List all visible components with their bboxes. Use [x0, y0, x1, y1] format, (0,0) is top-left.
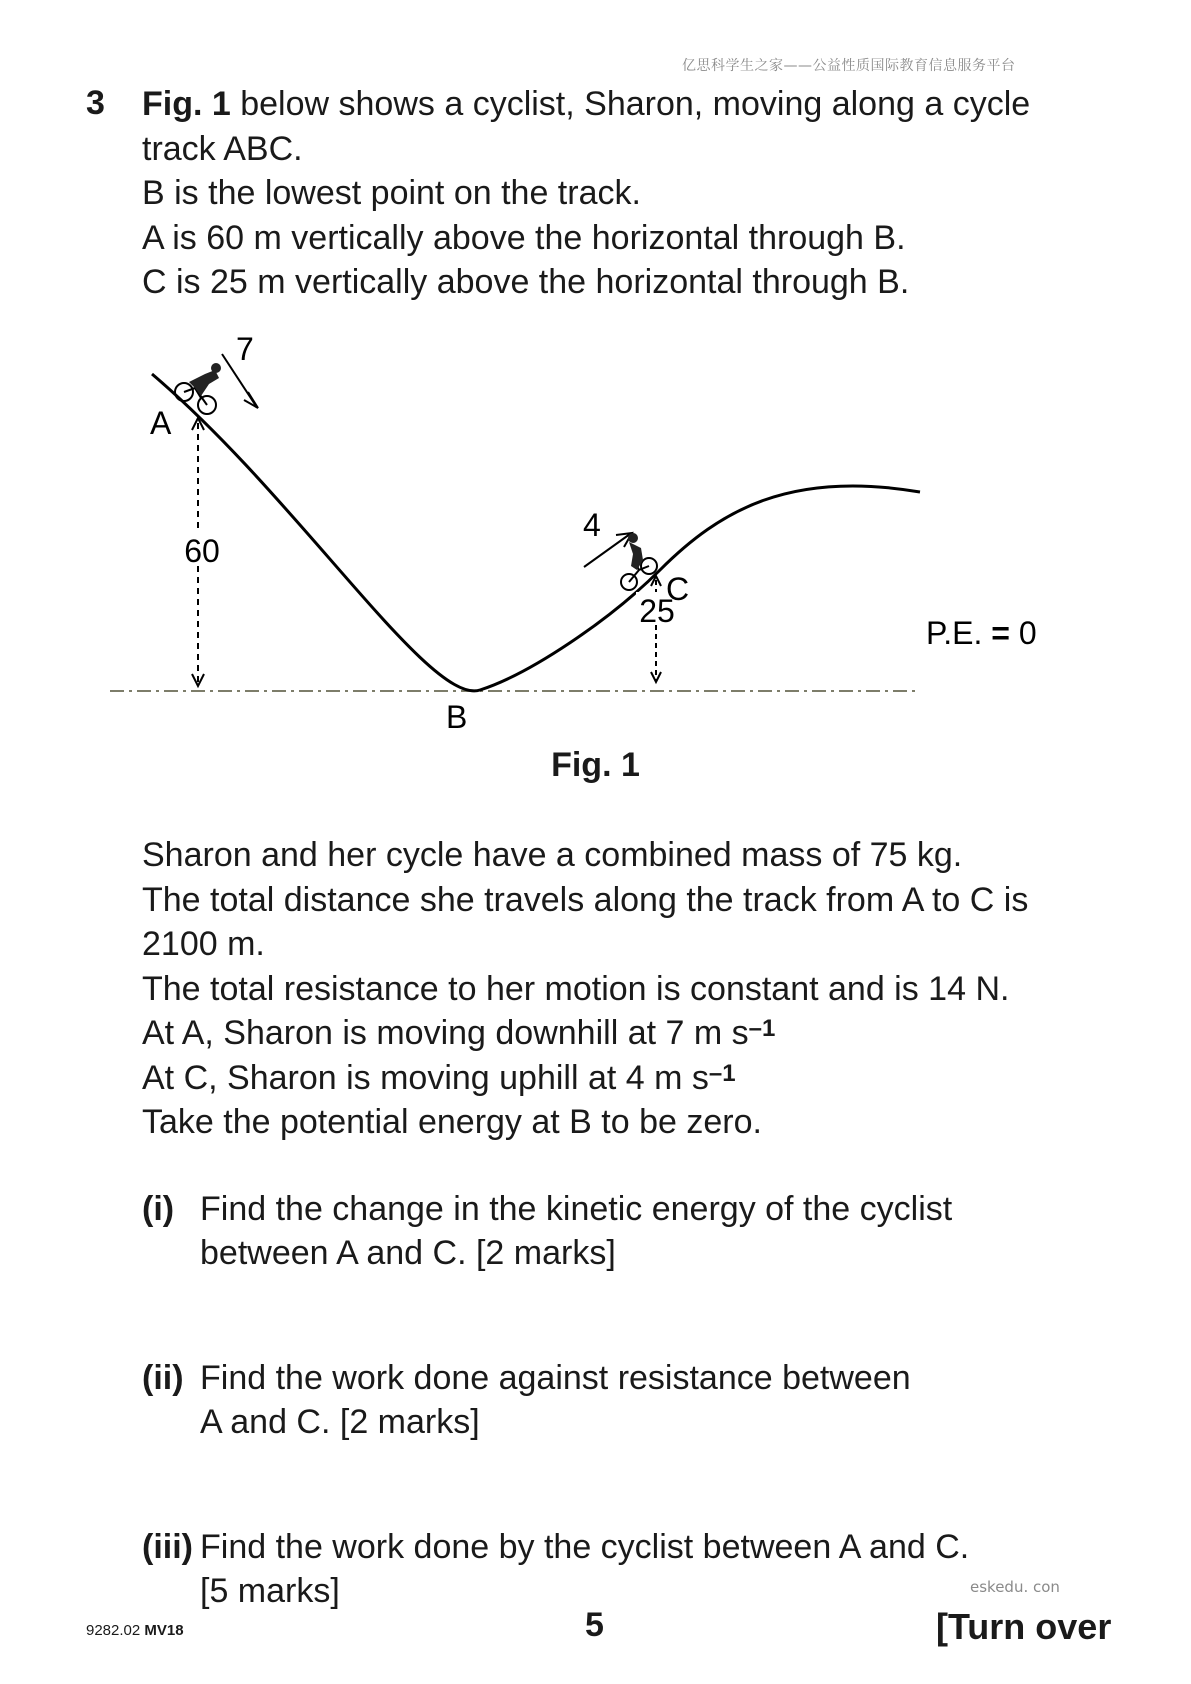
- paper-code: [86, 1622, 184, 1639]
- part-ii-line-1: Find the work done against resistance between: [200, 1359, 911, 1397]
- footer-watermark: eskedu. con: [970, 1578, 1060, 1596]
- part-label-ii: (ii): [142, 1359, 184, 1397]
- part-text-ii: [200, 1356, 911, 1444]
- part-i-line-2: between A and C. [2 marks]: [200, 1234, 616, 1272]
- point-label-a: A: [150, 405, 172, 441]
- pe-zero-label-eq: =: [991, 615, 1010, 651]
- figure-reference: Fig. 1: [142, 85, 231, 123]
- speed-label-a: 7: [236, 331, 254, 367]
- info-line-3: 2100 m.: [142, 925, 265, 963]
- given-information: [142, 833, 1122, 1145]
- page-number: 5: [585, 1606, 604, 1644]
- part-i-line-1: Find the change in the kinetic energy of the cyclist: [200, 1190, 953, 1228]
- pe-zero-label-part2: 0: [1009, 615, 1037, 651]
- pe-zero-label-part1: P.E.: [926, 615, 992, 651]
- info-line-2: The total distance she travels along the track from A to C is: [142, 880, 1029, 919]
- info-line-1: Sharon and her cycle have a combined mass of 75 kg.: [142, 836, 963, 874]
- stem-line-3: B is the lowest point on the track.: [142, 174, 641, 212]
- track-curve: [152, 374, 920, 691]
- header-watermark: 亿思科学生之家——公益性质国际教育信息服务平台: [682, 58, 1016, 74]
- info-line-6: [142, 1056, 1122, 1101]
- part-label-i: (i): [142, 1190, 175, 1228]
- stem-line-4: A is 60 m vertically above the horizontal through B.: [142, 218, 906, 257]
- info-line-4: The total resistance to her motion is constant and is 14 N.: [142, 969, 1010, 1008]
- speed-label-c: 4: [583, 507, 601, 543]
- turn-over-label: [Turn over: [936, 1606, 1112, 1647]
- height-label-a: 60: [184, 533, 220, 569]
- height-label-c: 25: [639, 593, 675, 629]
- point-label-b: B: [446, 699, 468, 730]
- question-number: 3: [86, 84, 105, 122]
- info-line-5-superscript: –1: [748, 1015, 776, 1042]
- info-line-7: Take the potential energy at B to be zero.: [142, 1103, 762, 1141]
- part-iii-line-1: Find the work done by the cyclist between A and C.: [200, 1528, 970, 1566]
- paper-code-number: 9282.02: [86, 1622, 145, 1639]
- info-line-6-superscript: –1: [708, 1059, 736, 1087]
- info-line-6-text: At C, Sharon is moving uphill at 4 m s: [142, 1058, 709, 1097]
- question-stem: [142, 82, 1122, 305]
- stem-line-1-text: below shows a cyclist, Sharon, moving along a cycle: [230, 85, 1031, 123]
- track-diagram: [100, 330, 1060, 730]
- stem-line-2: track ABC.: [142, 129, 303, 168]
- part-label-iii: (iii): [142, 1528, 193, 1566]
- paper-code-bold: MV18: [144, 1622, 184, 1639]
- part-iii-line-2: [5 marks]: [200, 1572, 340, 1610]
- part-text-iii: [200, 1525, 969, 1613]
- part-ii-line-2: A and C. [2 marks]: [200, 1403, 480, 1441]
- info-line-5-text: At A, Sharon is moving downhill at 7 m s: [142, 1014, 749, 1052]
- part-text-i: [200, 1187, 952, 1275]
- info-line-5: [142, 1011, 1122, 1056]
- pe-zero-label: [926, 615, 1037, 651]
- stem-line-5: C is 25 m vertically above the horizontal through B.: [142, 263, 910, 301]
- cyclist-a-icon: [175, 363, 221, 414]
- figure-caption: Fig. 1: [551, 746, 640, 784]
- point-label-c: C: [666, 571, 690, 607]
- stem-line-1: [142, 82, 1122, 127]
